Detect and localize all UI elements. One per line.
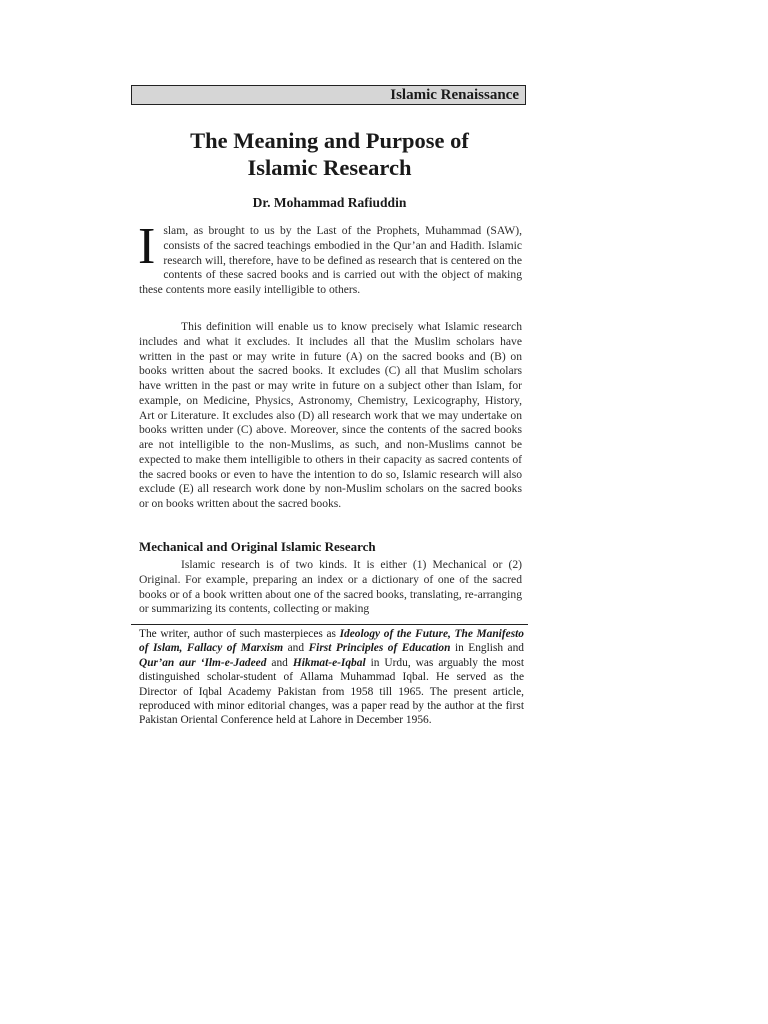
footnote-book-title-2: First Principles of Education bbox=[308, 642, 451, 655]
footnote-text-5: in Urdu, was arguably the most distinguished scholar-student of Allama Muhammad Iqbal. He served as the Director of Iqbal Academy Pakistan from 1958 till 1965. The present article, reproduced with minor editorial changes, was a paper read by the author at the first Pakistan Oriental Conference held at Lahore in December 1956. bbox=[139, 656, 524, 727]
drop-cap: I bbox=[138, 218, 156, 275]
paragraph-1 bbox=[138, 218, 522, 298]
author-byline: Dr. Mohammad Rafiuddin bbox=[252, 195, 407, 210]
footnote-book-title-1: Ideology of the Future, The Manifesto of Islam, Fallacy of Marxism bbox=[139, 628, 524, 655]
running-header-text: Islamic Renaissance bbox=[390, 87, 519, 103]
title-line-1: The Meaning and Purpose of bbox=[190, 128, 469, 153]
paragraph-3: Islamic research is of two kinds. It is either (1) Mechanical or (2) Original. For example, preparing an index or a dictionary of one of the sacred books or of a book written about one of the sacred books, translating, re-arranging or summarizing its contents, collecting or making bbox=[139, 558, 522, 616]
footnote bbox=[139, 627, 524, 728]
paragraph-1-text: slam, as brought to us by the Last of the Prophets, Muhammad (SAW), consists of the sacred teachings embodied in the Qur’an and Hadith. Islamic research will, therefore, have to be defined as research that is centered on the contents of these sacred books and is carried out with the object of making these contents more easily intelligible to others. bbox=[139, 224, 522, 296]
title-line-2: Islamic Research bbox=[247, 155, 412, 180]
footnote-book-title-4: Hikmat-e-Iqbal bbox=[292, 656, 366, 669]
footnote-book-title-3: Qur’an aur ‘Ilm-e-Jadeed bbox=[139, 656, 267, 669]
section-heading: Mechanical and Original Islamic Research bbox=[139, 539, 376, 554]
footnote-divider bbox=[131, 624, 528, 625]
footnote-text-3: in English and bbox=[450, 642, 525, 655]
article-title bbox=[131, 127, 528, 181]
footnote-text-4: and bbox=[266, 656, 293, 669]
paragraph-2: This definition will enable us to know precisely what Islamic research includes and what it excludes. It includes all that the Muslim scholars have written in the past or may write in future (A) on the sacred books and (B) on books written about the sacred books. It excludes (C) all that Muslim scholars have written in the past or may write in future on a subject other than Islam, for example, on Medicine, Physics, Astronomy, Chemistry, Lexicography, History, Art or Literature. It excludes also (D) all research work that we may undertake on books written under (C) above. Moreover, since the contents of the sacred books are not intelligible to the non-Muslims, as such, and non-Muslims cannot be expected to make them intelligible to others in their capacity as sacred contents of the sacred books or even to have the intention to do so, Islamic research will also exclude (E) all research work done by non-Muslim scholars on the sacred books or on books written about the sacred books. bbox=[139, 320, 522, 510]
running-header bbox=[131, 85, 526, 105]
footnote-text-1: The writer, author of such masterpieces as bbox=[139, 628, 340, 640]
footnote-text-2: and bbox=[283, 642, 309, 655]
